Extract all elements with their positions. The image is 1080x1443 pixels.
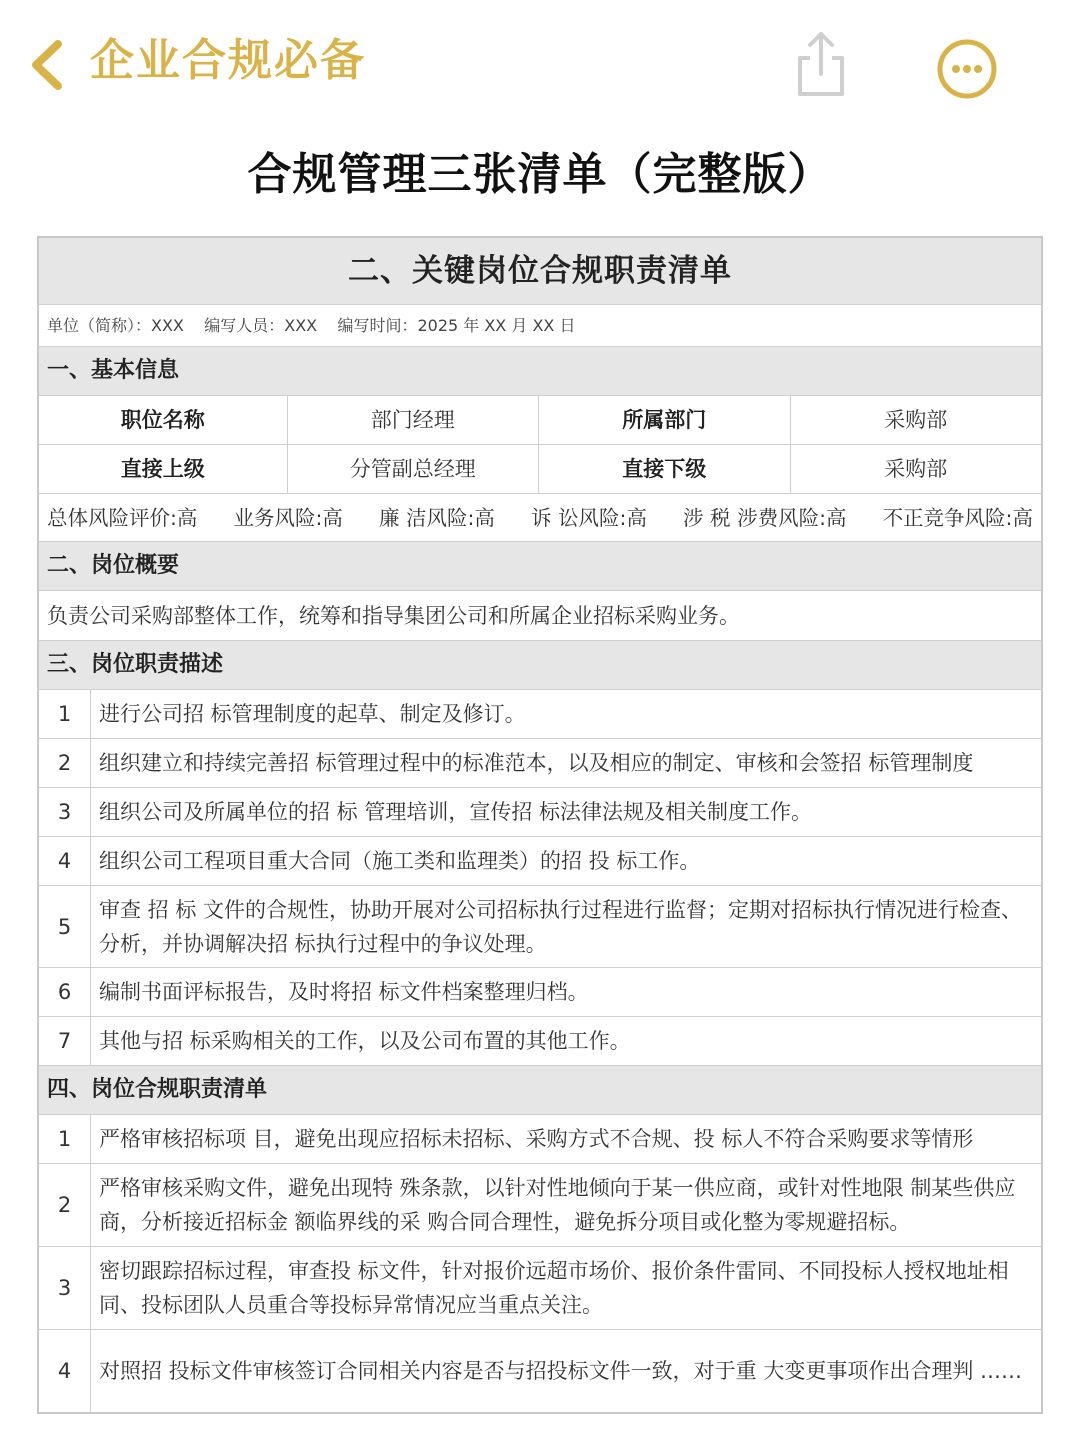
row-number: 3: [39, 788, 91, 836]
table-row: [39, 836, 1041, 885]
table-row: [39, 1246, 1041, 1329]
overview-text: 负责公司采购部整体工作，统筹和指导集团公司和所属企业招标采购业务。: [47, 603, 740, 628]
row-number: 2: [39, 739, 91, 787]
table-row: [39, 885, 1041, 967]
row-number: 6: [39, 968, 91, 1016]
row-text: 密切跟踪招标过程，审查投 标文件，针对报价远超市场价、报价条件雷同、不同投标人授权地址相同、投标团队人员重合等投标异常情况应当重点关注。: [99, 1259, 1009, 1317]
info-value: 部门经理: [287, 396, 539, 444]
table-row: [39, 787, 1041, 836]
row-text: 审查 招 标 文件的合规性，协助开展对公司招标执行过程进行监督；定期对招标执行情况进行检查、分析，并协调解决招 标执行过程中的争议处理。: [99, 897, 1023, 956]
row-text: 组织公司及所属单位的招 标 管理培训，宣传招 标法律法规及相关制度工作。: [99, 800, 813, 824]
table-row: [39, 1016, 1041, 1065]
info-label: 所属部门: [538, 396, 790, 444]
section-heading: 二、岗位概要: [47, 553, 180, 578]
more-icon: [936, 38, 998, 100]
back-button[interactable]: [22, 30, 82, 100]
section-duties: [39, 640, 1041, 689]
row-number: 3: [39, 1247, 91, 1329]
meta-row: [39, 304, 1041, 346]
info-row: [39, 444, 1041, 493]
risk-row: [39, 493, 1041, 541]
risk-item: 不正竞争风险:高: [882, 505, 1033, 530]
row-number: 2: [39, 1164, 91, 1246]
info-label: 直接上级: [120, 457, 205, 481]
risk-item: 诉 讼风险:高: [531, 505, 647, 530]
section-heading: 三、岗位职责描述: [47, 652, 224, 677]
row-text: 严格审核招标项 目，避免出现应招标未招标、采购方式不合规、投 标人不符合采购要求等情形: [99, 1127, 974, 1151]
row-text: 组织建立和持续完善招 标管理过程中的标准范本，以及相应的制定、审核和会签招 标管理制度: [99, 751, 974, 775]
info-label: 职位名称: [120, 408, 205, 432]
share-button[interactable]: [790, 28, 852, 100]
share-icon: [790, 28, 852, 100]
compliance-table: [37, 236, 1043, 1414]
nav-title: 企业合规必备: [90, 35, 366, 86]
risk-item: 涉 税 涉费风险:高: [683, 505, 847, 530]
info-value: 采购部: [790, 445, 1042, 493]
table-row: [39, 1114, 1041, 1163]
chevron-left-icon: [22, 30, 82, 100]
table-row: [39, 967, 1041, 1016]
row-number: 1: [39, 690, 91, 738]
risk-item: 廉 洁风险:高: [379, 505, 495, 530]
table-row: [39, 738, 1041, 787]
row-number: 4: [39, 837, 91, 885]
section-basic-info: [39, 346, 1041, 395]
page-title: 合规管理三张清单（完整版）: [247, 149, 833, 200]
risk-list: [39, 494, 1041, 541]
row-number: 4: [39, 1330, 91, 1412]
section-compliance: [39, 1065, 1041, 1114]
info-row: [39, 395, 1041, 444]
row-text: 进行公司招 标管理制度的起草、制定及修订。: [99, 702, 526, 726]
section-overview: [39, 541, 1041, 590]
row-text: 其他与招 标采购相关的工作，以及公司布置的其他工作。: [99, 1029, 631, 1053]
overview-row: [39, 590, 1041, 640]
table-row: [39, 1163, 1041, 1246]
row-number: 1: [39, 1115, 91, 1163]
row-number: 5: [39, 886, 91, 967]
info-label: 直接下级: [538, 445, 790, 493]
section-heading: 四、岗位合规职责清单: [47, 1077, 268, 1102]
table-row: [39, 1329, 1041, 1412]
risk-item: 总体风险评价:高: [47, 505, 198, 530]
table-title-row: [39, 238, 1041, 304]
row-text: 组织公司工程项目重大合同（施工类和监理类）的招 投 标工作。: [99, 849, 701, 873]
row-number: 7: [39, 1017, 91, 1065]
info-value: 分管副总经理: [287, 445, 539, 493]
table-row: [39, 689, 1041, 738]
row-text: 对照招 投标文件审核签订合同相关内容是否与招投标文件一致，对于重 大变更事项作出合理判 ……: [99, 1359, 1023, 1383]
meta-info: 单位（简称）：XXX 编写人员：XXX 编写时间：2025 年 XX 月 XX 日: [47, 315, 576, 335]
table-title: 二、关键岗位合规职责清单: [348, 253, 732, 289]
row-text: 严格审核采购文件，避免出现特 殊条款，以针对性地倾向于某一供应商，或针对性地限 制某些供应商，分析接近招标金 额临界线的采 购合同合理性，避免拆分项目或化整为零规避招标。: [99, 1176, 1016, 1234]
row-text: 编制书面评标报告，及时将招 标文件档案整理归档。: [99, 980, 589, 1004]
info-value: 采购部: [790, 396, 1042, 444]
top-nav-bar: [0, 0, 1080, 125]
more-button[interactable]: [936, 38, 998, 100]
section-heading: 一、基本信息: [47, 358, 180, 383]
risk-item: 业务风险:高: [233, 505, 343, 530]
